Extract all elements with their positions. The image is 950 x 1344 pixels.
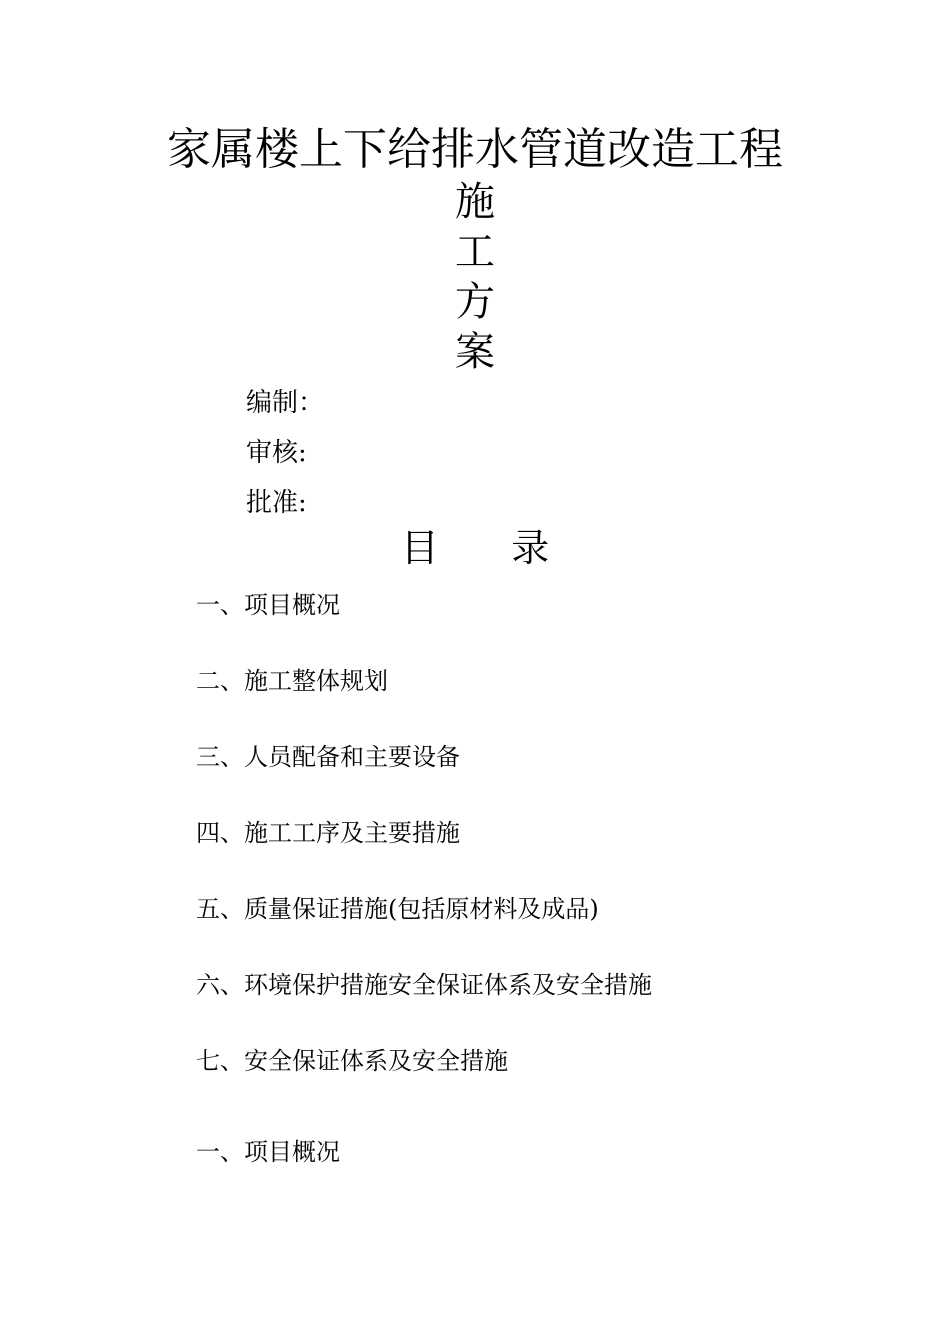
title-char-4: 案 [455,329,495,375]
title-char-1: 施 [455,179,495,225]
toc-item: 六、环境保护措施安全保证体系及安全措施 [196,971,652,999]
section-heading: 一、项目概况 [196,1138,340,1166]
toc-item: 二、施工整体规划 [196,667,388,695]
toc-item: 四、施工工序及主要措施 [196,819,460,847]
signature-block [246,378,324,528]
title-char-3: 方 [455,279,495,325]
title-char-2: 工 [455,229,495,275]
toc-item: 五、质量保证措施(包括原材料及成品) [196,895,599,923]
document-title: 家属楼上下给排水管道改造工程 [167,124,783,175]
reviewed-by-label: 审核: [246,438,307,468]
toc-title: 目 录 [400,526,550,570]
toc-item: 三、人员配备和主要设备 [196,743,460,771]
toc-item: 七、安全保证体系及安全措施 [196,1047,508,1075]
toc-item: 一、项目概况 [196,591,340,619]
table-of-contents [196,583,652,1115]
compiled-by-label: 编制： [246,388,325,418]
approved-by-label: 批准: [246,488,307,518]
